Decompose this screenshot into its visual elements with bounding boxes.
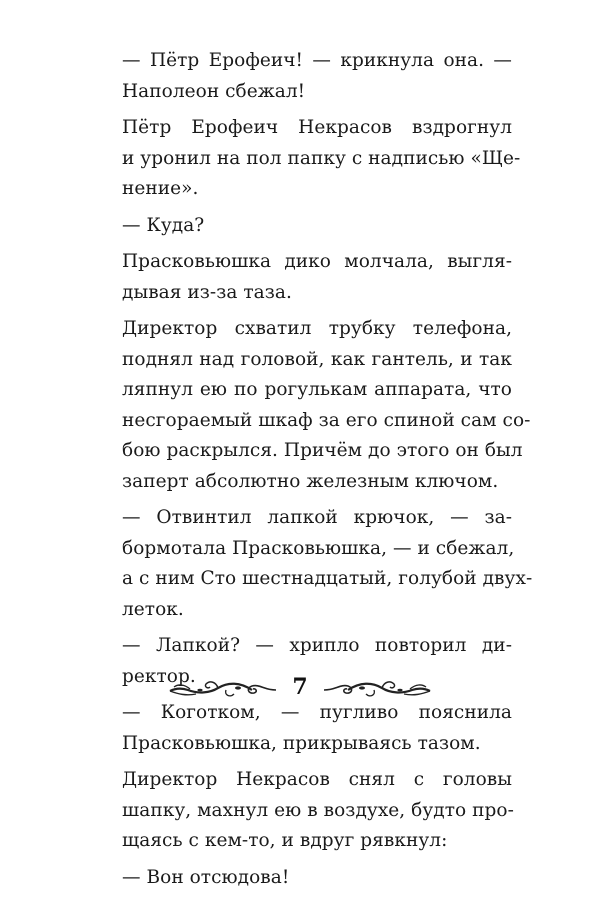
text-line: несгораемый шкаф за его спиной сам со- (122, 409, 531, 431)
text-line: дывая из-за таза. (122, 281, 292, 303)
paragraph (92, 46, 512, 107)
paragraph (92, 765, 512, 857)
text-line: — Вон отсюдова! (122, 866, 290, 888)
text-line: — Пётр Ерофеич! — крикнула она. — (122, 50, 512, 71)
text-line: — Отвинтил лапкой крючок, — за- (122, 507, 512, 528)
text-line: поднял над головой, как гантель, и так (122, 348, 512, 370)
text-line: а с ним Сто шестнадцатый, голубой двух- (122, 568, 533, 589)
text-line: — Коготком, — пугливо пояснила (122, 702, 512, 723)
text-line: ляпнул ею по рогулькам аппарата, что (122, 379, 512, 400)
paragraph (92, 211, 512, 242)
text-line: заперт абсолютно железным ключом. (122, 470, 499, 492)
text-line: шапку, махнул ею в воздухе, будто про- (122, 799, 514, 821)
text-line: бою раскрылся. Причём до этого он был (122, 440, 523, 461)
text-line: и уронил на пол папку с надписью «Ще- (122, 147, 521, 169)
text-line: щаясь с кем-то, и вдруг рявкнул: (122, 830, 448, 851)
flourish-left-icon (168, 678, 278, 700)
text-line: нение». (122, 178, 199, 199)
paragraph (92, 314, 531, 497)
text-line: ректор. (122, 665, 196, 687)
paragraph (92, 247, 512, 308)
text-line: Пётр Ерофеич Некрасов вздрогнул (122, 117, 512, 138)
body-text (92, 46, 533, 899)
text-line: Директор Некрасов снял с головы (122, 769, 512, 790)
text-line: Прасковьюшка, прикрываясь тазом. (122, 732, 481, 754)
text-line: — Лапкой? — хрипло повторил ди- (122, 635, 512, 656)
page-footer (0, 672, 600, 706)
paragraph (92, 113, 521, 205)
text-line: Директор схватил трубку телефона, (122, 318, 512, 339)
text-line: леток. (122, 598, 184, 620)
paragraph (92, 503, 533, 625)
paragraph (92, 863, 512, 894)
page-number: 7 (292, 674, 308, 700)
text-line: Наполеон сбежал! (122, 80, 306, 102)
text-line: — Куда? (122, 214, 205, 236)
text-line: бормотала Прасковьюшка, — и сбежал, (122, 537, 515, 559)
flourish-right-icon (322, 678, 432, 700)
text-line: Прасковьюшка дико молчала, выгля- (122, 251, 512, 272)
